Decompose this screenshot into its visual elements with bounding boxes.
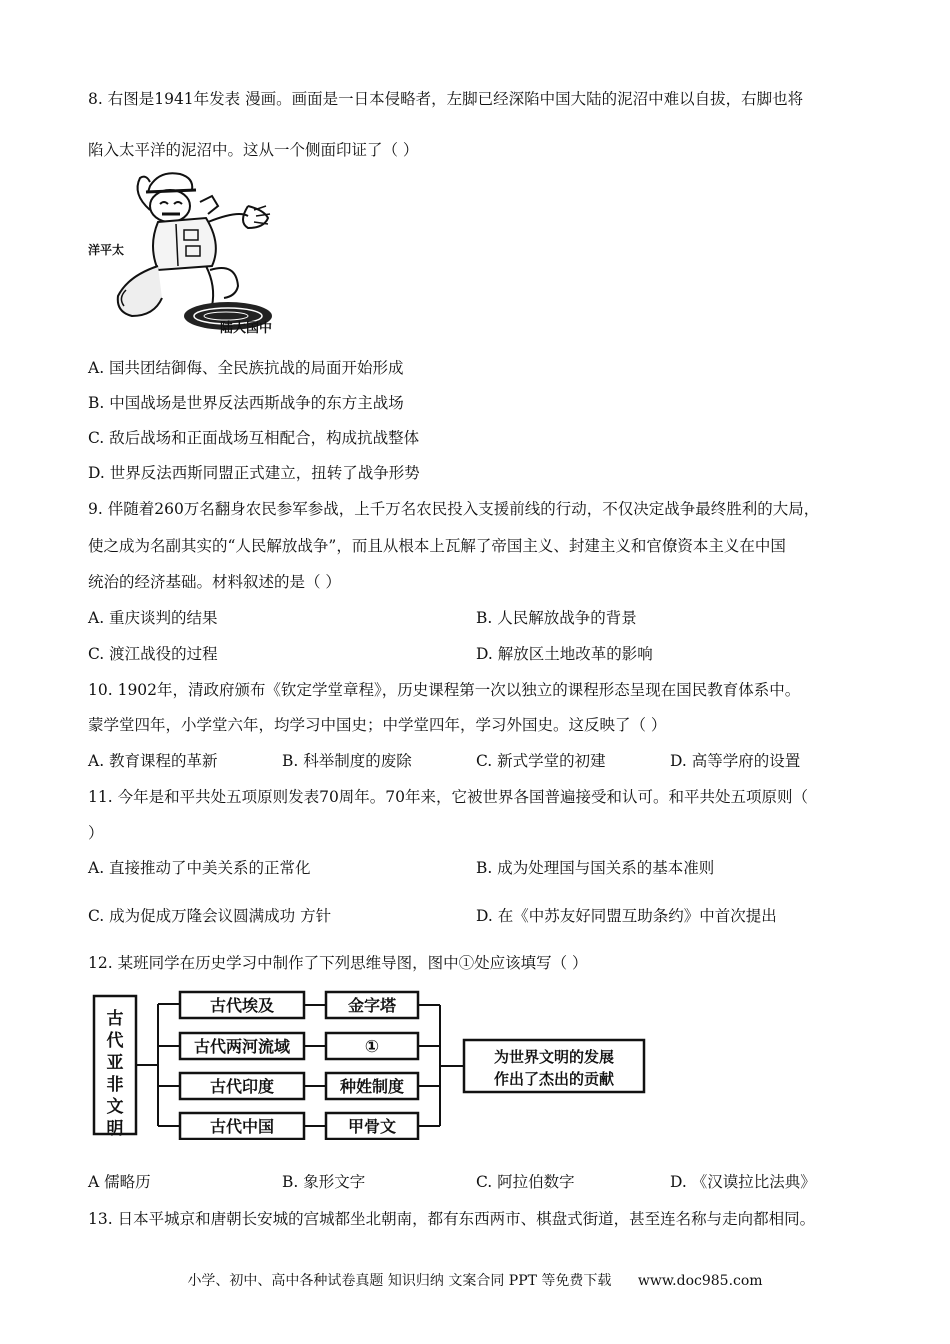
mindmap-root-char: 亚 — [106, 1053, 124, 1073]
q12-option-b[interactable]: B. 象形文字 — [282, 1173, 366, 1191]
q10-stem-line1: 10. 1902年，清政府颁布《钦定学堂章程》，历史课程第一次以独立的课程形态呈现在国民教育体系中。 — [88, 681, 801, 699]
q11-stem-line2: ） — [88, 824, 104, 842]
mindmap-civ-egypt: 古代埃及 — [209, 996, 275, 1015]
mindmap-root-char: 文 — [106, 1097, 124, 1117]
q11-option-a[interactable]: A. 直接推动了中美关系的正常化 — [88, 859, 311, 877]
mindmap-root-char: 古 — [106, 1009, 124, 1029]
mindmap-item-caste: 种姓制度 — [339, 1077, 405, 1096]
mindmap-civ-china: 古代中国 — [209, 1117, 275, 1136]
q8-stem-line2: 陷入太平洋的泥沼中。这从一个侧面印证了（ ） — [88, 141, 419, 159]
q10-option-b[interactable]: B. 科举制度的废除 — [282, 752, 412, 770]
q9-option-b[interactable]: B. 人民解放战争的背景 — [476, 609, 637, 627]
q10-option-c[interactable]: C. 新式学堂的初建 — [476, 752, 606, 770]
q10-stem-line2: 蒙学堂四年，小学堂六年，均学习中国史；中学堂四年，学习外国史。这反映了（ ） — [88, 716, 667, 734]
q12-option-c[interactable]: C. 阿拉伯数字 — [476, 1173, 575, 1191]
q8-option-d[interactable]: D. 世界反法西斯同盟正式建立，扭转了战争形势 — [88, 464, 420, 482]
q12-mind-map — [92, 990, 652, 1140]
cartoon-label-pacific: 洋平太 — [88, 243, 125, 257]
mindmap-conclusion-line1: 为世界文明的发展 — [493, 1048, 615, 1066]
q8-option-b[interactable]: B. 中国战场是世界反法西斯战争的东方主战场 — [88, 394, 404, 412]
q8-stem-line1: 8. 右图是1941年发表 漫画。画面是一日本侵略者，左脚已经深陷中国大陆的泥沼中难以自拔，右脚也将 — [88, 90, 804, 108]
q9-stem-line3: 统治的经济基础。材料叙述的是（ ） — [88, 573, 341, 591]
q9-stem-line2: 使之成为名副其实的“人民解放战争”，而且从根本上瓦解了帝国主义、封建主义和官僚资本主义在中国 — [88, 537, 786, 555]
q10-option-a[interactable]: A. 教育课程的革新 — [88, 752, 218, 770]
page-footer — [0, 1270, 950, 1290]
q9-option-c[interactable]: C. 渡江战役的过程 — [88, 645, 218, 663]
q8-cartoon-image — [88, 166, 278, 338]
q9-option-d[interactable]: D. 解放区土地改革的影响 — [476, 645, 653, 663]
q10-option-d[interactable]: D. 高等学府的设置 — [670, 752, 801, 770]
q11-option-c[interactable]: C. 成为促成万隆会议圆满成功 方针 — [88, 907, 332, 925]
q12-option-a[interactable]: A 儒略历 — [88, 1173, 151, 1191]
q11-option-d[interactable]: D. 在《中苏友好同盟互助条约》中首次提出 — [476, 907, 777, 925]
q12-option-d[interactable]: D. 《汉谟拉比法典》 — [670, 1173, 816, 1191]
mindmap-civ-india: 古代印度 — [209, 1077, 275, 1096]
svg-text:古代亚非文明 — [107, 1008, 125, 1139]
q11-stem-line1: 11. 今年是和平共处五项原则发表70周年。70年来，它被世界各国普遍接受和认可。和平共处五项原则（ — [88, 788, 809, 806]
mindmap-item-oracle: 甲骨文 — [347, 1117, 397, 1136]
mindmap-conclusion-line2: 作出了杰出的贡献 — [493, 1070, 615, 1088]
footer-text: 小学、初中、高中各种试卷真题 知识归纳 文案合同 PPT 等免费下载 — [187, 1273, 612, 1289]
mindmap-item-blank: ① — [364, 1037, 380, 1057]
mindmap-root-char: 代 — [106, 1031, 124, 1051]
mindmap-root-char: 非 — [106, 1075, 124, 1095]
footer-url[interactable]: www.doc985.com — [637, 1273, 763, 1289]
q11-option-b[interactable]: B. 成为处理国与国关系的基本准则 — [476, 859, 715, 877]
q13-stem-line1: 13. 日本平城京和唐朝长安城的宫城都坐北朝南，都有东西两市、棋盘式街道，甚至连名称与走向都相同。 — [88, 1210, 816, 1228]
q9-option-a[interactable]: A. 重庆谈判的结果 — [88, 609, 218, 627]
mindmap-root-char: 明 — [106, 1119, 124, 1139]
q9-stem-line1: 9. 伴随着260万名翻身农民参军参战，上千万名农民投入支援前线的行动，不仅决定战争最终胜利的大局， — [88, 500, 820, 518]
q8-option-c[interactable]: C. 敌后战场和正面战场互相配合，构成抗战整体 — [88, 429, 420, 447]
q12-stem-line1: 12. 某班同学在历史学习中制作了下列思维导图，图中①处应该填写（ ） — [88, 954, 588, 972]
mindmap-civ-mesopotamia: 古代两河流域 — [193, 1037, 291, 1056]
q8-option-a[interactable]: A. 国共团结御侮、全民族抗战的局面开始形成 — [88, 359, 404, 377]
mindmap-root-text — [107, 1008, 125, 1139]
mindmap-item-pyramid: 金字塔 — [347, 996, 397, 1015]
cartoon-label-china: 陆大国中 — [220, 321, 273, 336]
